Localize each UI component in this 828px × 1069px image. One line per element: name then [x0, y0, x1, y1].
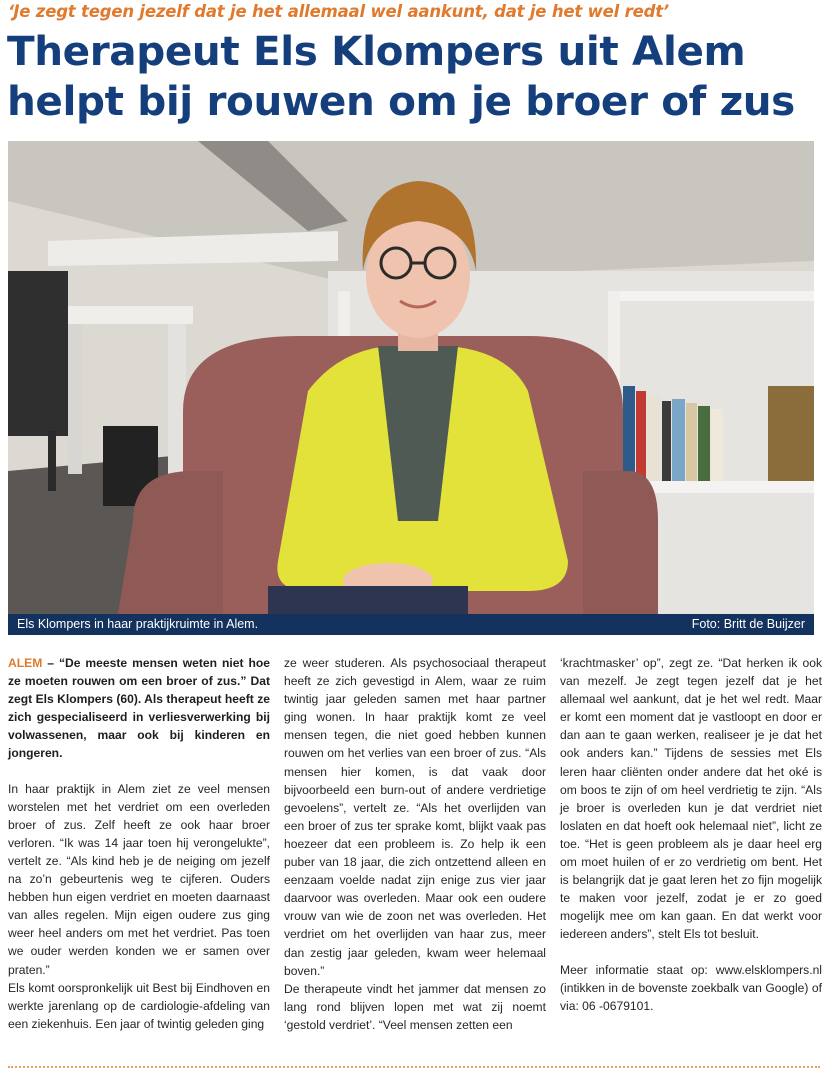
photo-caption-bar [8, 614, 814, 635]
portrait-photo-illustration [8, 141, 814, 614]
body-paragraph-2-cont: ze weer studeren. Als psychosociaal therapeut heeft ze zich gevestigd in Alem, waar ze ruim twintig jaar geleden samen met haar partner ging wonen. In haar praktijk komt ze veel mensen tegen, die niet goed hebben kunnen rouwen om het verlies van een broer of zus. “Als mensen hier komen, is dat vaak door bijvoorbeeld een burn-out of andere verdrietige gevoelens”, vertelt ze. “Als het overlijden van een broer of zus ter sprake komt, blijkt vaak pas hoezeer dat een probleem is. Zo help ik een puber van 18 jaar, die zich ontzettend alleen en eenzaam voelde nadat zijn enige zus vier jaar daarvoor was overleden. Maar ook een oudere vrouw van wie de zoon net was overleden. Het verdriet om het overlijden van haar zus, meer dan zestig jaar geleden, kwam weer helemaal boven.” [284, 656, 546, 978]
info-paragraph: Meer informatie staat op: www.elsklompers.nl (intikken in de bovenste zoekbalk van Google) of via: 06 -0679101. [560, 962, 822, 1013]
article-kicker: ‘Je zegt tegen jezelf dat je het allemaal wel aankunt, dat je het wel redt’ [8, 2, 669, 21]
text-column-3 [560, 654, 822, 1015]
photo-caption: Els Klompers in haar praktijkruimte in Alem. [17, 617, 259, 631]
body-paragraph-1: In haar praktijk in Alem ziet ze veel mensen worstelen met het verdriet om een overleden broer of zus. Zelf heeft ze ook haar broer verloren. “Ik was 14 jaar toen hij verongelukte”, vertelt ze. “Als kind heb je de neiging om jezelf na zo’n gebeurtenis weg te cijferen. Ouders hebben hun eigen verdriet en moeten daarnaast van alles regelen. Mijn eigen oudere zus ging weer heel anders om met het verdriet. Pas toen we ouder werden konden we er samen over praten.” [8, 781, 270, 977]
headline-line-1: Therapeut Els Klompers uit Alem [7, 27, 746, 75]
body-paragraph-3-cont: ‘krachtmasker’ op”, zegt ze. “Dat herken ik ook van mezelf. Je zegt tegen jezelf dat je het allemaal wel aankunt, dat je het wel redt. Maar er komt een moment dat je vastloopt en door er dan aan te gaan werken, realiseer je je dat het ook anders kan.” Tijdens de sessies met Els leren haar cliënten onder andere dat het oké is om boos te zijn of om heel verdrietig te zijn. “Als je broer is overleden kun je dat verdriet niet loslaten en dat hoeft ook helemaal niet”, licht ze toe. “Het is geen probleem als je daar heel erg om moet huilen of er zo verdrietig om bent. Het is belangrijk dat je gaat leren het zo fijn mogelijk te maken voor jezelf, zodat je er zo goed mogelijk mee om kan gaan. En dat werkt voor iedereen anders”, stelt Els tot besluit. [560, 656, 822, 942]
article-headline [7, 26, 822, 126]
headline-line-2: helpt bij rouwen om je broer of zus [7, 77, 795, 125]
lead-paragraph [8, 654, 270, 763]
dateline: ALEM [8, 656, 43, 670]
text-column-1 [8, 654, 270, 1033]
article-photo [8, 141, 814, 614]
body-paragraph-3-start: De therapeute vindt het jammer dat mensen zo lang rond blijven lopen met wat zij noemt ‘gestold verdriet’. “Veel mensen zetten een [284, 981, 546, 1032]
photo-credit: Foto: Britt de Buijzer [691, 617, 805, 631]
bottom-dotted-rule [8, 1066, 820, 1068]
lead-text: – “De meeste mensen weten niet hoe ze moeten rouwen om een broer of zus.” Dat zegt Els Klompers (60). Als therapeut heeft ze zich gespecialiseerd in verliesverwerking bij volwassenen, maar ook bij kinderen en jongeren. [8, 656, 270, 761]
body-paragraph-2-start: Els komt oorspronkelijk uit Best bij Eindhoven en werkte jarenlang op de cardiologie-afdeling van een ziekenhuis. Een jaar of twintig geleden ging [8, 980, 270, 1031]
text-column-2 [284, 654, 546, 1034]
